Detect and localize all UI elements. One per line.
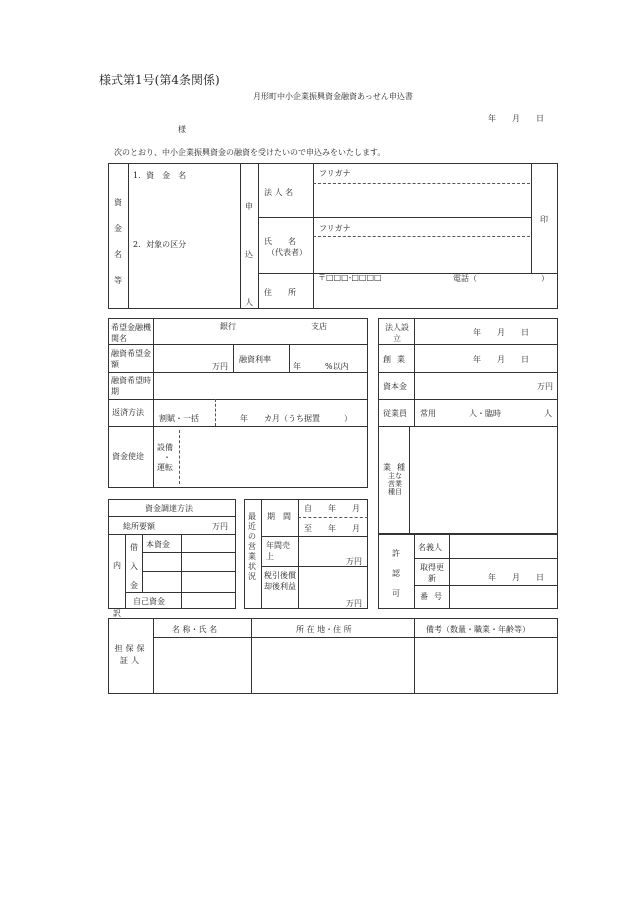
period-to[interactable]: 至 年 月 — [304, 524, 360, 533]
phone-field[interactable]: 電話（ ） — [453, 274, 549, 283]
period-from[interactable]: 自 年 月 — [304, 504, 360, 513]
fund-name-label: 1．資 金 名 — [133, 171, 187, 180]
furigana-name: フリガナ — [319, 224, 351, 233]
target-category-label: 2．対象の区分 — [133, 240, 187, 249]
annual-sales-unit: 万円 — [346, 557, 362, 566]
date-field[interactable]: 年 月 日 — [488, 114, 544, 123]
employees-regular: 常用 — [420, 409, 436, 418]
intro-text: 次のとおり、中小企業振興資金の融資を受けたいので申込みをいたします。 — [114, 148, 386, 157]
form-number: 様式第1号(第4条関係) — [99, 73, 220, 87]
corporate-name-label: 法 人 名 — [264, 188, 294, 197]
founded-label: 創業 — [383, 355, 411, 364]
annual-sales-label: 年間売上 — [266, 541, 290, 561]
corp-established-date[interactable]: 年 月 日 — [473, 328, 529, 337]
representative-label: （代表者） — [267, 248, 307, 257]
column-name: 名 称・氏 名 — [172, 625, 218, 634]
founded-date[interactable]: 年 月 日 — [473, 355, 529, 364]
acquired-renewed-label: 取得更新 — [420, 563, 444, 583]
use-label: 資金使途 — [112, 452, 144, 461]
industry-label: 業種 — [383, 463, 411, 472]
guarantor-label: 担保保証人 — [114, 644, 148, 665]
performance-vertical-label: 最近の営業状況 — [248, 512, 256, 581]
document-title: 月形町中小企業振興資金融資あっせん申込書 — [253, 92, 413, 101]
net-profit-unit: 万円 — [346, 599, 362, 608]
employees-unit: 人 — [544, 409, 552, 418]
bank-label: 銀行 — [220, 322, 236, 331]
this-fund-label: 本資金 — [146, 540, 170, 549]
permit-date[interactable]: 年 月 日 — [488, 573, 544, 582]
total-required-label: 総所要額 — [123, 522, 155, 531]
capital-label: 資本金 — [383, 382, 407, 391]
amount-label: 融資希望金 額 — [111, 349, 159, 369]
addressee-suffix: 様 — [178, 125, 186, 134]
use-dot: ・ — [163, 453, 171, 462]
net-profit-label: 税引後償却後利益 — [264, 571, 296, 591]
permit-number-label: 番号 — [420, 592, 448, 601]
institution-label: 希望金融機関名 — [111, 323, 151, 343]
permit-vertical-label: 許認可 — [392, 549, 400, 598]
repayment-term[interactable]: 年 カ月（うち据置 ） — [240, 414, 352, 423]
corp-established-label: 法人設立 — [385, 323, 409, 343]
column-address: 所 在 地・住 所 — [296, 625, 352, 634]
period-label: 期 間 — [267, 512, 291, 521]
branch-label: 支店 — [311, 322, 327, 331]
fund-name-vertical-label: 資金名等 — [114, 198, 122, 285]
main-products-label: 主な営業種目 — [388, 472, 402, 496]
funding-title: 資金調達方法 — [145, 504, 193, 513]
amount-unit: 万円 — [212, 362, 228, 371]
repayment-method[interactable]: 割賦・一括 — [159, 414, 199, 423]
use-equipment[interactable]: 設備 — [157, 443, 173, 452]
postal-code-field[interactable]: 〒□□□-□□□□ — [318, 273, 382, 282]
borrowing-vertical-label: 借入金 — [130, 543, 138, 590]
furigana-corp: フリガナ — [319, 169, 351, 178]
breakdown-vertical-label: 内訳 — [113, 561, 121, 618]
address-label: 住 所 — [264, 288, 296, 297]
repayment-label: 返済方法 — [112, 408, 144, 417]
employees-temporary: 人・臨時 — [469, 409, 501, 418]
rate-label: 融資利率 — [239, 355, 271, 364]
capital-unit: 万円 — [537, 382, 553, 391]
timing-label: 融資希望時 期 — [111, 376, 159, 396]
own-funds-label: 自己資金 — [133, 597, 165, 606]
rate-value[interactable]: 年 %以内 — [293, 362, 349, 371]
seal-mark: 印 — [540, 215, 548, 224]
use-working[interactable]: 運転 — [157, 463, 173, 472]
holder-label: 名義人 — [418, 543, 442, 552]
column-notes: 備考（数量・職業・年齢等） — [426, 625, 530, 634]
employees-label: 従業員 — [383, 409, 407, 418]
total-required-unit: 万円 — [212, 522, 228, 531]
applicant-vertical-label: 申込人 — [245, 202, 253, 307]
name-label: 氏 名 — [264, 237, 296, 246]
